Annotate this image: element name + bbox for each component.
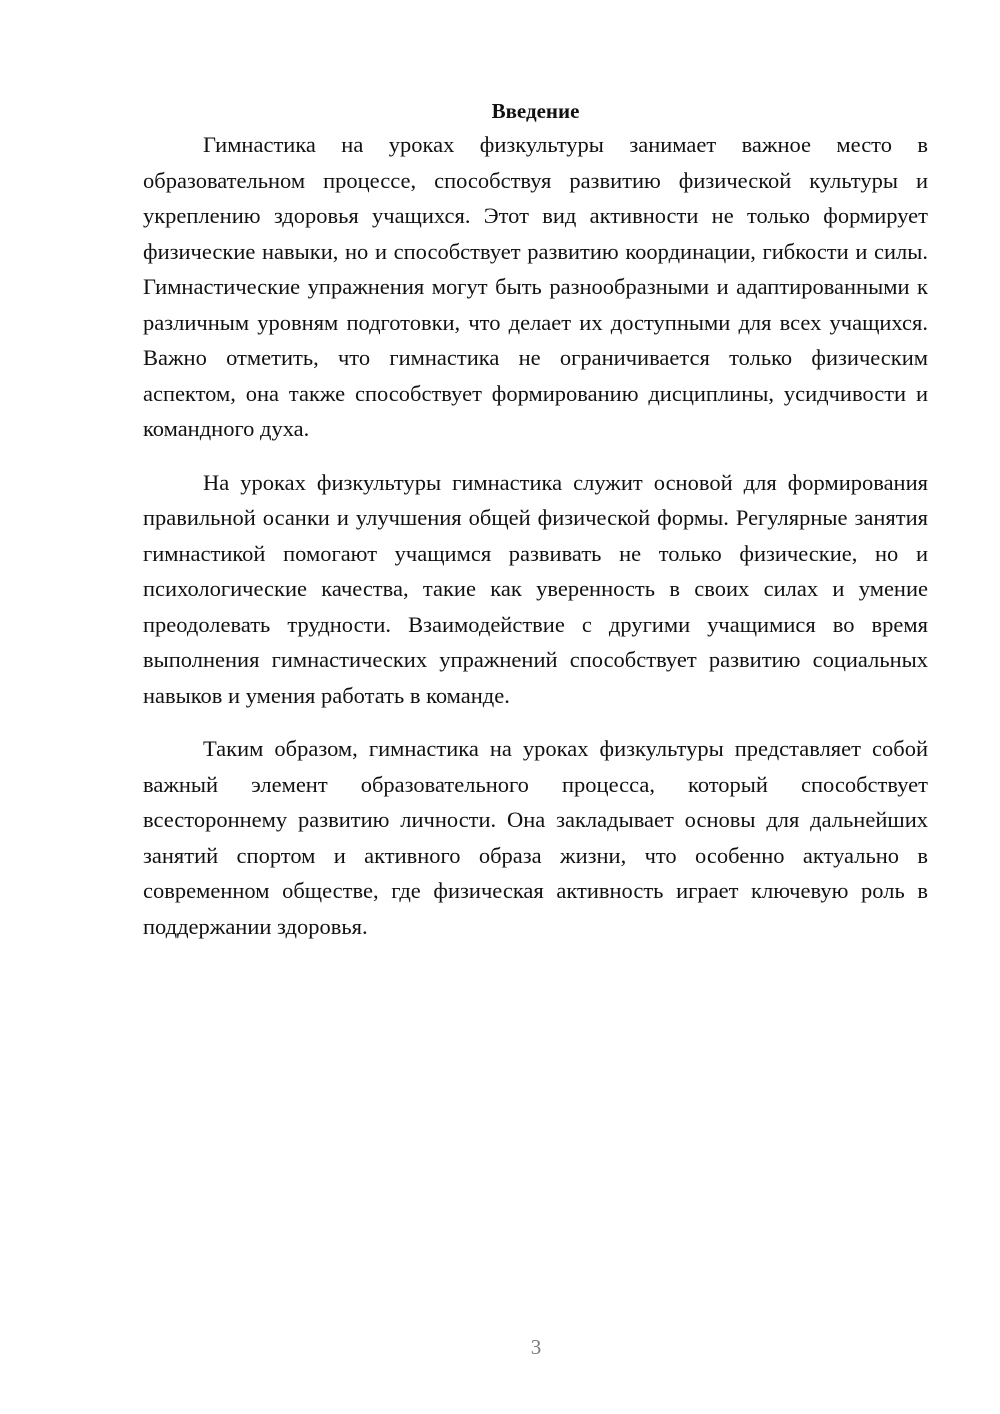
paragraph-3: Таким образом, гимнастика на уроках физкультуры представляет собой важный элемент образовательного процесса, который способствует всестороннему развитию личности. Она закладывает основы для дальнейших занятий спортом и активного образа жизни, что особенно актуально в современном обществе, где физическая активность играет ключевую роль в поддержании здоровья.: [143, 736, 928, 939]
page-number: 3: [530, 1335, 542, 1359]
paragraph-2: На уроках физкультуры гимнастика служит основой для формирования правильной осанки и улучшения общей физической формы. Регулярные занятия гимнастикой помогают учащимся развивать не только физические, но и психологические качества, такие как уверенность в своих силах и умение преодолевать трудности. Взаимодействие с другими учащимися во время выполнения гимнастических упражнений способствует развитию социальных навыков и умения работать в команде.: [143, 469, 928, 708]
paragraph-1: Гимнастика на уроках физкультуры занимает важное место в образовательном процессе, способствуя развитию физической культуры и укреплению здоровья учащихся. Этот вид активности не только формирует физические навыки, но и способствует развитию координации, гибкости и силы. Гимнастические упражнения могут быть разнообразными и адаптированными к различным уровням подготовки, что делает их доступными для всех учащихся. Важно отметить, что гимнастика не ограничивается только физическим аспектом, она также способствует формированию дисциплины, усидчивости и командного духа.: [143, 132, 928, 441]
page-content: [143, 95, 928, 944]
section-heading: Введение: [491, 99, 580, 123]
